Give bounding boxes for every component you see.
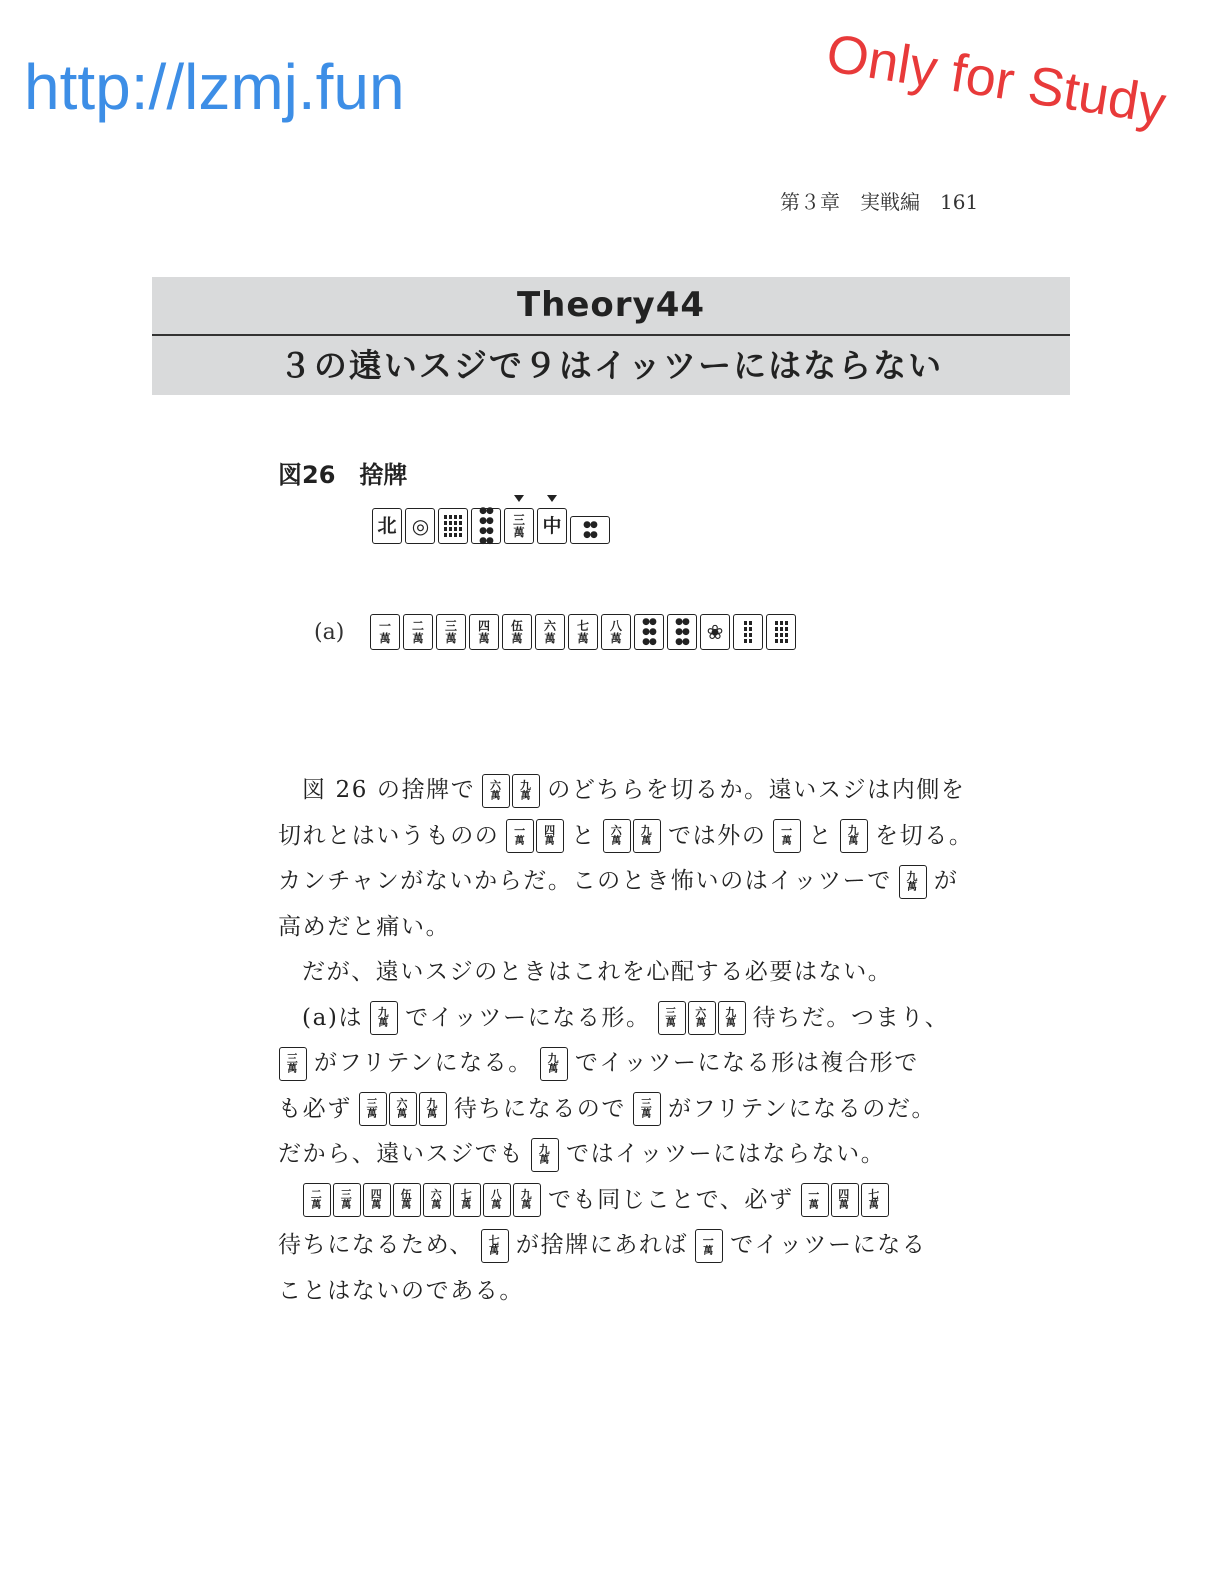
text-line [278,1269,988,1315]
mahjong-tile: 三 萬 [359,1092,387,1126]
inline-tiles [358,1092,448,1126]
theory-heading: ３の遠いスジで９はイッツーにはならない [278,346,944,385]
paragraph-2: だが、遠いスジのときはこれを心配する必要はない。 [302,959,893,985]
inline-tiles [302,1183,542,1217]
mahjong-tile: 六 萬 [482,774,510,808]
text-span: 待ちになるので [453,1095,627,1122]
text-line [278,1178,988,1224]
inline-tiles [839,819,869,853]
inline-tiles [772,819,802,853]
text-span: (a)は [302,1004,364,1031]
text-span: を切る。 [875,822,974,849]
mahjong-tile: 四 萬 [469,614,499,650]
theory-number: Theory44 [516,285,706,325]
mahjong-tile [471,508,501,544]
mahjong-tile [405,508,435,544]
text-span: 図 26 の捨牌で [302,777,476,803]
mahjong-tile [667,614,697,650]
watermark-study: Only for Study [822,22,1170,136]
marker-triangle-icon [547,495,557,502]
mahjong-tile: 九 萬 [899,865,927,899]
mahjong-tile: 一 萬 [801,1183,829,1217]
text-span: のどちらを切るか。遠いスジは内側を [547,777,966,803]
text-span: 待ちだ。つまり、 [752,1004,950,1031]
circle-pips-icon: ●● ●● [583,520,597,540]
mahjong-tile: 九 萬 [370,1001,398,1035]
mahjong-tile: 六 萬 [603,819,631,853]
mahjong-tile: 八 萬 [601,614,631,650]
mahjong-tile: 四 萬 [536,819,564,853]
text-span: でイッツーになる形。 [405,1004,651,1031]
mahjong-tile: 一 萬 [695,1229,723,1263]
text-span: も必ず [278,1095,352,1122]
text-span: でも同じことで、必ず [548,1186,794,1213]
mahjong-tile: 七 萬 [861,1183,889,1217]
text-line [278,950,988,996]
mahjong-tile: 北 [372,508,402,544]
inline-tiles [369,1001,399,1035]
mahjong-tile: 七 萬 [453,1183,481,1217]
inline-tiles [539,1047,569,1081]
mahjong-tile: 七 萬 [568,614,598,650]
text-line [278,768,988,814]
text-line [278,859,988,905]
paragraph-1 [278,768,988,1314]
text-span: が [933,868,959,894]
title-box [152,277,1070,395]
inline-tiles [800,1183,890,1217]
text-span: と [571,822,597,849]
text-line [278,1223,988,1269]
mahjong-tile: 八 萬 [483,1183,511,1217]
text-line [278,996,988,1042]
inline-tiles [505,819,565,853]
inline-tiles [602,819,662,853]
text-span: ではイッツーにはならない。 [566,1141,886,1167]
bamboo-sticks-icon [744,621,752,643]
circle-pips-icon: ●● ●● ●● [675,617,689,647]
figure-caption: 図26 捨牌 [278,461,408,489]
text-span: と [808,822,834,849]
marker-triangle-icon [514,495,524,502]
text-line [278,1041,988,1087]
mahjong-tile [700,614,730,650]
mahjong-tile: 中 [537,508,567,544]
mahjong-tile: 六 萬 [688,1001,716,1035]
mahjong-tile: 二 萬 [403,614,433,650]
mahjong-tile [634,614,664,650]
text-line [278,1132,988,1178]
bamboo-sticks-icon [775,621,788,643]
text-span: でイッツーになる形は複合形で [574,1050,919,1076]
running-head: 第３章 実戦編 161 [780,190,979,214]
text-span: カンチャンがないからだ。このとき怖いのはイッツーで [278,868,892,894]
hand-tiles [370,614,799,650]
inline-tiles [657,1001,747,1035]
mahjong-tile: 三 萬 [658,1001,686,1035]
inline-tiles [632,1092,662,1126]
text-span: 待ちになるため、 [278,1232,474,1258]
mahjong-tile: 三 萬 [504,508,534,544]
bamboo-sticks-icon [444,515,462,537]
text-line [278,1087,988,1133]
text-span: ことはないのである。 [278,1277,524,1304]
mahjong-tile: 一 萬 [773,819,801,853]
mahjong-tile: 三 萬 [279,1047,307,1081]
mahjong-tile: 二 萬 [303,1183,331,1217]
mahjong-tile [570,516,610,544]
text-span: では外の [668,822,767,849]
mahjong-tile: 九 萬 [718,1001,746,1035]
mahjong-tile: 九 萬 [840,819,868,853]
circle-pips-icon: ●● ●● ●● ●● [479,506,493,546]
mahjong-tile: 九 萬 [512,774,540,808]
text-span: 切れとはいうものの [278,822,500,849]
inline-tiles [694,1229,724,1263]
mahjong-tile: 九 萬 [633,819,661,853]
text-span: が捨牌にあれば [515,1232,689,1258]
discard-tiles [372,508,613,544]
inline-tiles [278,1047,308,1081]
inline-tiles [530,1138,560,1172]
text-line [278,814,988,860]
watermark-url: http://lzmj.fun [24,51,405,123]
mahjong-tile: 三 萬 [436,614,466,650]
text-span: 高めだと痛い。 [278,913,451,940]
text-span: がフリテンになる。 [314,1050,533,1076]
mahjong-tile [438,508,468,544]
mahjong-tile: 七 萬 [481,1229,509,1263]
inline-tiles [480,1229,510,1263]
mahjong-tile: 九 萬 [419,1092,447,1126]
text-span: だから、遠いスジでも [278,1141,524,1167]
mahjong-tile: 九 萬 [513,1183,541,1217]
mahjong-tile: 伍 萬 [502,614,532,650]
mahjong-tile: 六 萬 [535,614,565,650]
mahjong-tile: 四 萬 [363,1183,391,1217]
mahjong-tile: 四 萬 [831,1183,859,1217]
mahjong-tile [733,614,763,650]
text-span: がフリテンになるのだ。 [668,1095,937,1122]
mahjong-tile: 伍 萬 [393,1183,421,1217]
hand-label: (a) [314,620,345,645]
inline-tiles [898,865,928,899]
mahjong-tile: 一 萬 [370,614,400,650]
mahjong-tile: 三 萬 [333,1183,361,1217]
text-span: でイッツーになる [730,1232,927,1258]
circle-pips-icon: ●● ●● ●● [642,617,656,647]
mahjong-tile: 六 萬 [423,1183,451,1217]
mahjong-tile: 九 萬 [540,1047,568,1081]
mahjong-tile: 三 萬 [633,1092,661,1126]
bird-icon: ❀ [706,620,724,644]
mahjong-tile [766,614,796,650]
inline-tiles [481,774,541,808]
text-line [278,905,988,951]
circle-pips-icon: ◎ [411,514,429,538]
mahjong-tile: 六 萬 [389,1092,417,1126]
mahjong-tile: 一 萬 [506,819,534,853]
mahjong-tile: 九 萬 [531,1138,559,1172]
